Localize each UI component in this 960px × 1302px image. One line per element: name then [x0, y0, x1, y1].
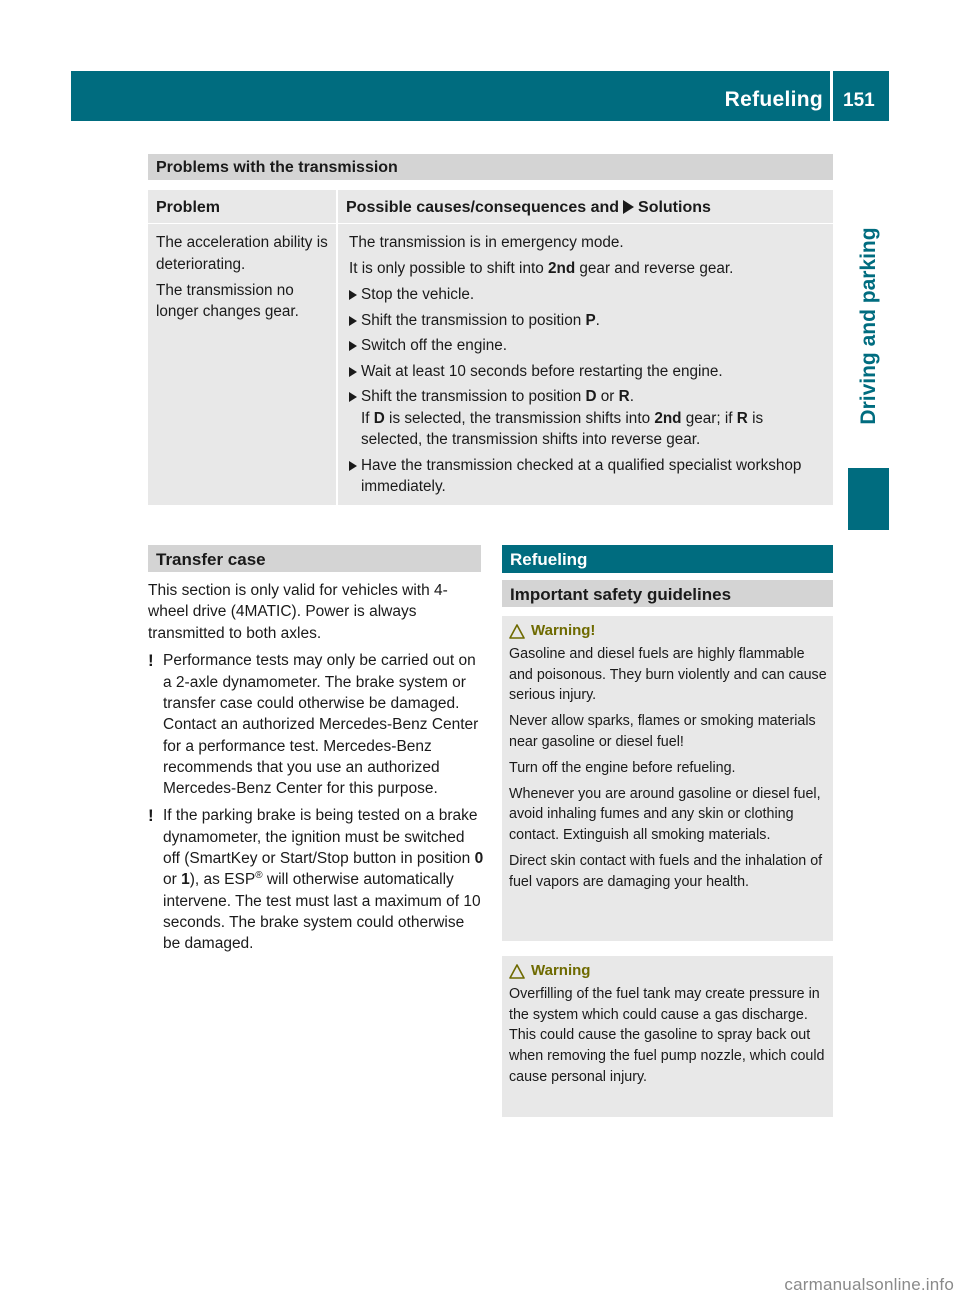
step-arrow-icon [349, 461, 357, 471]
warning-text: Gasoline and diesel fuels are highly flammable and poisonous. They burn violently and can cause serious injury. [509, 645, 827, 704]
warning-box [502, 616, 833, 941]
table-cell-causes [338, 224, 833, 505]
solution-step: Stop the vehicle. [349, 284, 825, 306]
chapter-tab-marker [848, 468, 889, 530]
warning-text: Direct skin contact with fuels and the inhalation of fuel vapors are damaging your health. [509, 852, 823, 890]
cause-text: The transmission is in emergency mode. [349, 234, 624, 251]
warning-triangle-icon [509, 964, 525, 979]
step-arrow-icon [349, 392, 357, 402]
warning-box [502, 956, 833, 1117]
step-arrow-icon [349, 367, 357, 377]
transfer-case-body [148, 580, 484, 961]
warning-text: Turn off the engine before refueling. [509, 759, 736, 776]
note-block: ! If the parking brake is being tested on a brake dynamometer, the ignition must be switched off (SmartKey or Start/Stop button in position 0 or 1), as ESP® will otherwise automatically intervene. The test must last a maximum of 10 seconds. The brake system could otherwise be damaged. [148, 806, 484, 953]
refueling-heading: Refueling [502, 545, 833, 573]
solution-step: Shift the transmission to position P. [349, 310, 825, 332]
column-header-causes [338, 190, 833, 223]
arrow-right-icon [623, 200, 634, 214]
warning-text: Never allow sparks, flames or smoking materials near gasoline or diesel fuel! [509, 713, 816, 750]
warning-title: Warning [509, 961, 827, 982]
attention-icon: ! [148, 806, 154, 826]
transfer-case-intro: This section is only valid for vehicles with 4-wheel drive (4MATIC). Power is always transmitted to both axles. [148, 582, 448, 642]
transfer-case-heading: Transfer case [148, 545, 481, 572]
problem-line: The transmission no longer changes gear. [156, 281, 299, 320]
solution-step: Switch off the engine. [349, 335, 825, 357]
cause-text: It is only possible to shift into 2nd gear and reverse gear. [349, 260, 734, 277]
watermark: carmanualsonline.info [784, 1275, 954, 1294]
section-title: Refueling [724, 88, 823, 111]
warning-text: Whenever you are around gasoline or diesel fuel, avoid inhaling fumes and any skin or clothing contact. Extinguish all smoking materials. [509, 785, 821, 844]
table-cell-problem [148, 224, 336, 505]
chapter-tab-label: Driving and parking [856, 227, 880, 425]
warning-triangle-icon [509, 624, 525, 639]
problem-line: The acceleration ability is deteriorating. [156, 234, 328, 273]
solution-step: Shift the transmission to position D or R. If D is selected, the transmission shifts into 2nd gear; if R is selected, the transmission shifts into reverse gear. [349, 386, 825, 451]
solution-step: Have the transmission checked at a qualified specialist workshop immediately. [349, 455, 825, 498]
step-arrow-icon [349, 341, 357, 351]
column-header-causes-suffix: Solutions [638, 199, 711, 216]
safety-guidelines-heading: Important safety guidelines [502, 580, 833, 607]
attention-icon: ! [148, 651, 154, 671]
solution-step: Wait at least 10 seconds before restarting the engine. [349, 361, 825, 383]
note-block: ! Performance tests may only be carried out on a 2-axle dynamometer. The brake system or transfer case could otherwise be damaged. Contact an authorized Mercedes-Benz Center for a performance test. Mercedes-Benz recommends that you use an authorized Mercedes-Benz Center for this purpose. [148, 651, 479, 798]
table-caption: Problems with the transmission [148, 154, 833, 180]
column-header-causes-prefix: Possible causes/consequences and [346, 199, 620, 216]
page-number: 151 [843, 90, 875, 111]
warning-text: Overfilling of the fuel tank may create pressure in the system which could cause a gas discharge. This could cause the gasoline to spray back out when removing the fuel pump nozzle, which could cause personal injury. [509, 985, 825, 1085]
step-arrow-icon [349, 290, 357, 300]
header-divider [830, 71, 833, 121]
warning-title: Warning! [509, 621, 827, 642]
column-header-problem: Problem [148, 190, 336, 223]
step-arrow-icon [349, 316, 357, 326]
